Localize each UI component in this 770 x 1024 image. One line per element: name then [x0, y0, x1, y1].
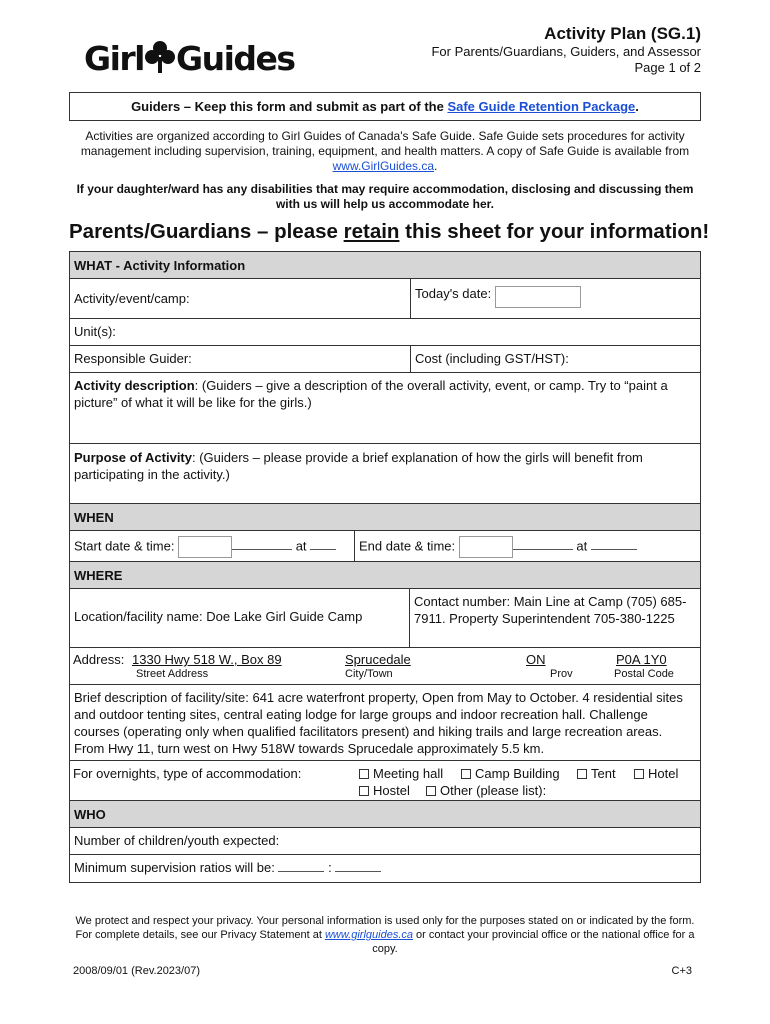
checkbox-icon [634, 769, 644, 779]
privacy-link[interactable]: www.girlguides.ca [324, 929, 413, 941]
contact-field[interactable]: Contact number: Main Line at Camp (705) 685-7911. Property Superintendent 705-380-1225 [409, 589, 700, 647]
privacy-text: We protect and respect your privacy. Your personal information is used only for the purposes stated on or indicated by the form. For complete details, see our Privacy Statement at [75, 915, 695, 941]
section-what: WHAT - Activity Information [70, 252, 700, 279]
option-label: Camp Building [475, 766, 560, 781]
privacy-text-end: or contact your provincial office or the national office for a copy. [372, 929, 695, 955]
checkbox-icon [359, 786, 369, 796]
units-field[interactable]: Unit(s): [70, 319, 700, 346]
guider-instruction-banner [69, 92, 701, 121]
start-cell [70, 531, 354, 561]
option-meeting-hall[interactable] [359, 766, 443, 781]
desc-instruction: : (Guiders – give a description of the overall activity, event, or camp. Try to “paint a picture” of what it will be like for the girls.) [74, 378, 668, 410]
trefoil-icon [145, 39, 175, 77]
address-label: Address: [73, 652, 125, 667]
intro-paragraph [69, 129, 701, 174]
start-label: Start date & time: [74, 538, 175, 554]
option-label: Other (please list): [440, 783, 547, 798]
purpose-instruction: : (Guiders – please provide a brief explanation of how the girls will benefit from participating in the activity.) [74, 450, 643, 482]
end-label: End date & time: [359, 538, 456, 554]
logo-word-girl: Girl [84, 38, 144, 78]
activity-field[interactable]: Activity/event/camp: [74, 291, 190, 306]
document-header [431, 24, 701, 76]
row-ratio [70, 855, 700, 882]
option-label: Hostel [373, 783, 410, 798]
purpose-label: Purpose of Activity [74, 450, 192, 465]
row-accommodation [70, 761, 700, 801]
checkbox-icon [461, 769, 471, 779]
heading-retain: retain [343, 220, 400, 243]
start-date-line[interactable] [232, 549, 292, 550]
end-date-line[interactable] [513, 549, 573, 550]
ratio-input-left[interactable] [278, 871, 324, 872]
option-tent[interactable] [577, 766, 616, 781]
facility-description[interactable]: Brief description of facility/site: 641 acre waterfront property, Open from May to October. 4 residential sites and outdoor tenting sites, central eating lodge for large groups and indoor recreation hall. Challenge courses (operating only when qualified facilitators present) and hiking trails and large recreation areas. From Hwy 11, turn west on Hwy 518W towards Sprucedale approximately 5.5 km. [70, 685, 700, 761]
row-location [70, 589, 700, 648]
activity-form [69, 251, 701, 883]
banner-period: . [635, 99, 639, 114]
start-date-input[interactable] [178, 536, 232, 558]
privacy-notice [69, 914, 701, 956]
option-label: Tent [591, 766, 616, 781]
row-dates [70, 531, 700, 562]
banner-text: Guiders – Keep this form and submit as part of the [131, 99, 448, 114]
ratio-input-right[interactable] [335, 871, 381, 872]
parents-heading [69, 218, 709, 246]
cost-field[interactable]: Cost (including GST/HST): [410, 346, 700, 372]
province-value[interactable]: ON [526, 652, 546, 667]
checkbox-icon [359, 769, 369, 779]
retention-package-link[interactable]: Safe Guide Retention Package [447, 99, 636, 114]
postal-caption: Postal Code [614, 668, 674, 680]
intro-text: Activities are organized according to Girl Guides of Canada's Safe Guide. Safe Guide sets procedures for activity management including supervision, training, equipment, and health matters. A copy of Safe Guide is available from [80, 129, 690, 158]
street-value[interactable]: 1330 Hwy 518 W., Box 89 [132, 652, 282, 667]
page-number: Page 1 of 2 [634, 60, 701, 75]
activity-description-field[interactable] [70, 373, 700, 444]
option-label: Meeting hall [373, 766, 444, 781]
city-caption: City/Town [345, 668, 393, 680]
todays-date-label: Today's date: [415, 286, 492, 301]
option-other[interactable] [426, 783, 546, 798]
city-value[interactable]: Sprucedale [345, 652, 411, 667]
form-audience: For Parents/Guardians, Guiders, and Assessor [431, 44, 701, 59]
purpose-field[interactable] [70, 444, 700, 504]
option-label: Hotel [648, 766, 679, 781]
girlguides-link[interactable]: www.GirlGuides.ca [332, 159, 435, 173]
option-camp-building[interactable] [461, 766, 560, 781]
desc-label: Activity description [74, 378, 195, 393]
row-address [70, 648, 700, 685]
row-guider [70, 346, 700, 373]
girl-guides-logo [84, 36, 295, 80]
todays-date-input[interactable] [495, 286, 581, 308]
option-hostel[interactable] [359, 783, 410, 798]
overnight-label: For overnights, type of accommodation: [73, 766, 302, 781]
children-count-field[interactable]: Number of children/youth expected: [70, 828, 700, 855]
form-title: Activity Plan (SG.1) [544, 24, 701, 43]
date-cell [410, 279, 700, 318]
end-date-input[interactable] [459, 536, 513, 558]
postal-value[interactable]: P0A 1Y0 [616, 652, 667, 667]
checkbox-icon [577, 769, 587, 779]
start-time-input[interactable] [310, 549, 336, 550]
location-field[interactable]: Location/facility name: Doe Lake Girl Guide Camp [74, 609, 363, 624]
form-code: C+3 [671, 965, 692, 977]
heading-part-1: Parents/Guardians – please [69, 220, 344, 243]
prov-caption: Prov [550, 668, 573, 680]
logo-word-guides: Guides [175, 38, 295, 78]
section-when: WHEN [70, 504, 700, 531]
responsible-guider-field[interactable]: Responsible Guider: [74, 351, 192, 366]
intro-period: . [434, 159, 438, 173]
disability-notice: If your daughter/ward has any disabilities that may require accommodation, disclosing and discussing them with us will help us accommodate her. [76, 182, 694, 211]
street-caption: Street Address [136, 668, 209, 680]
ratio-colon: : [328, 860, 332, 875]
section-where: WHERE [70, 562, 700, 589]
section-who: WHO [70, 801, 700, 828]
checkbox-icon [426, 786, 436, 796]
option-hotel[interactable] [634, 766, 678, 781]
heading-part-2: this sheet for your information! [399, 220, 710, 243]
end-at: at [576, 538, 588, 554]
revision-date: 2008/09/01 (Rev.2023/07) [73, 965, 200, 977]
end-cell [354, 531, 700, 561]
row-activity [70, 279, 700, 319]
ratio-label: Minimum supervision ratios will be: [74, 860, 275, 875]
end-time-input[interactable] [591, 549, 637, 550]
start-at: at [295, 538, 307, 554]
